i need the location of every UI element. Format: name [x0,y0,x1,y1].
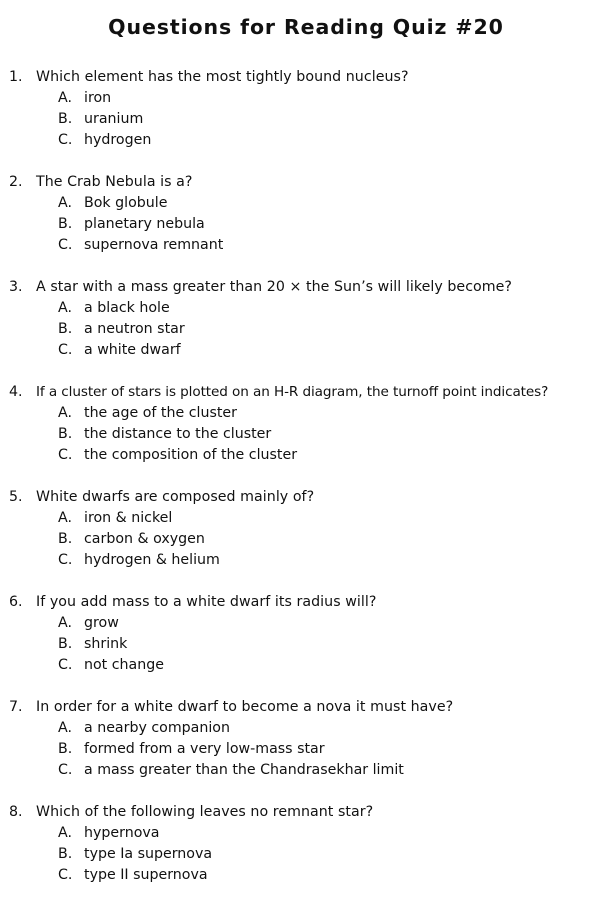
choice-text: shrink [84,636,128,652]
question-text: Which of the following leaves no remnant star? [36,804,374,820]
choice-letter: C. [58,237,73,253]
choice-letter: A. [58,405,72,421]
page-title: Questions for Reading Quiz #20 [108,15,504,39]
choice-letter: A. [58,615,72,631]
choice-text: iron & nickel [84,510,173,526]
choice-letter: A. [58,300,72,316]
choice-text: the age of the cluster [84,405,237,421]
choice-letter: B. [58,321,73,337]
choice-text: planetary nebula [84,216,205,232]
question-number: 7. [9,699,23,715]
question-number: 6. [9,594,23,610]
choice-text: type II supernova [84,867,208,883]
question-number: 3. [9,279,23,295]
choice-text: Bok globule [84,195,168,211]
choice-letter: A. [58,510,72,526]
choice-text: not change [84,657,164,673]
choice-letter: A. [58,825,72,841]
question-text: In order for a white dwarf to become a nova it must have? [36,699,454,715]
choice-text: formed from a very low-mass star [84,741,325,757]
choice-letter: C. [58,132,73,148]
choice-letter: C. [58,657,73,673]
choice-text: the distance to the cluster [84,426,272,442]
question-number: 2. [9,174,23,190]
question-text: The Crab Nebula is a? [36,174,193,190]
question-text: White dwarfs are composed mainly of? [36,489,315,505]
choice-text: a white dwarf [84,342,181,358]
choice-text: a black hole [84,300,170,316]
choice-text: hydrogen [84,132,152,148]
choice-text: supernova remnant [84,237,224,253]
choice-text: hypernova [84,825,160,841]
choice-text: grow [84,615,119,631]
question-number: 4. [9,384,23,400]
choice-letter: B. [58,741,73,757]
choice-letter: B. [58,846,73,862]
question-number: 1. [9,69,23,85]
choice-text: the composition of the cluster [84,447,298,463]
choice-text: a neutron star [84,321,185,337]
choice-letter: C. [58,867,73,883]
choice-letter: B. [58,531,73,547]
choice-text: iron [84,90,112,106]
choice-letter: C. [58,552,73,568]
choice-letter: B. [58,636,73,652]
choice-letter: C. [58,447,73,463]
choice-text: type Ia supernova [84,846,213,862]
choice-letter: A. [58,720,72,736]
choice-text: hydrogen & helium [84,552,220,568]
choice-letter: C. [58,342,73,358]
choice-text: uranium [84,111,144,127]
choice-letter: A. [58,195,72,211]
question-number: 5. [9,489,23,505]
choice-letter: B. [58,426,73,442]
choice-letter: C. [58,762,73,778]
question-text: If you add mass to a white dwarf its radius will? [36,594,377,610]
question-text: A star with a mass greater than 20 × the Sun’s will likely become? [36,279,513,295]
question-text: If a cluster of stars is plotted on an H-R diagram, the turnoff point indicates? [36,384,549,400]
question-number: 8. [9,804,23,820]
choice-text: carbon & oxygen [84,531,205,547]
question-text: Which element has the most tightly bound nucleus? [36,69,409,85]
choice-text: a mass greater than the Chandrasekhar limit [84,762,404,778]
choice-text: a nearby companion [84,720,230,736]
choice-letter: A. [58,90,72,106]
choice-letter: B. [58,111,73,127]
choice-letter: B. [58,216,73,232]
